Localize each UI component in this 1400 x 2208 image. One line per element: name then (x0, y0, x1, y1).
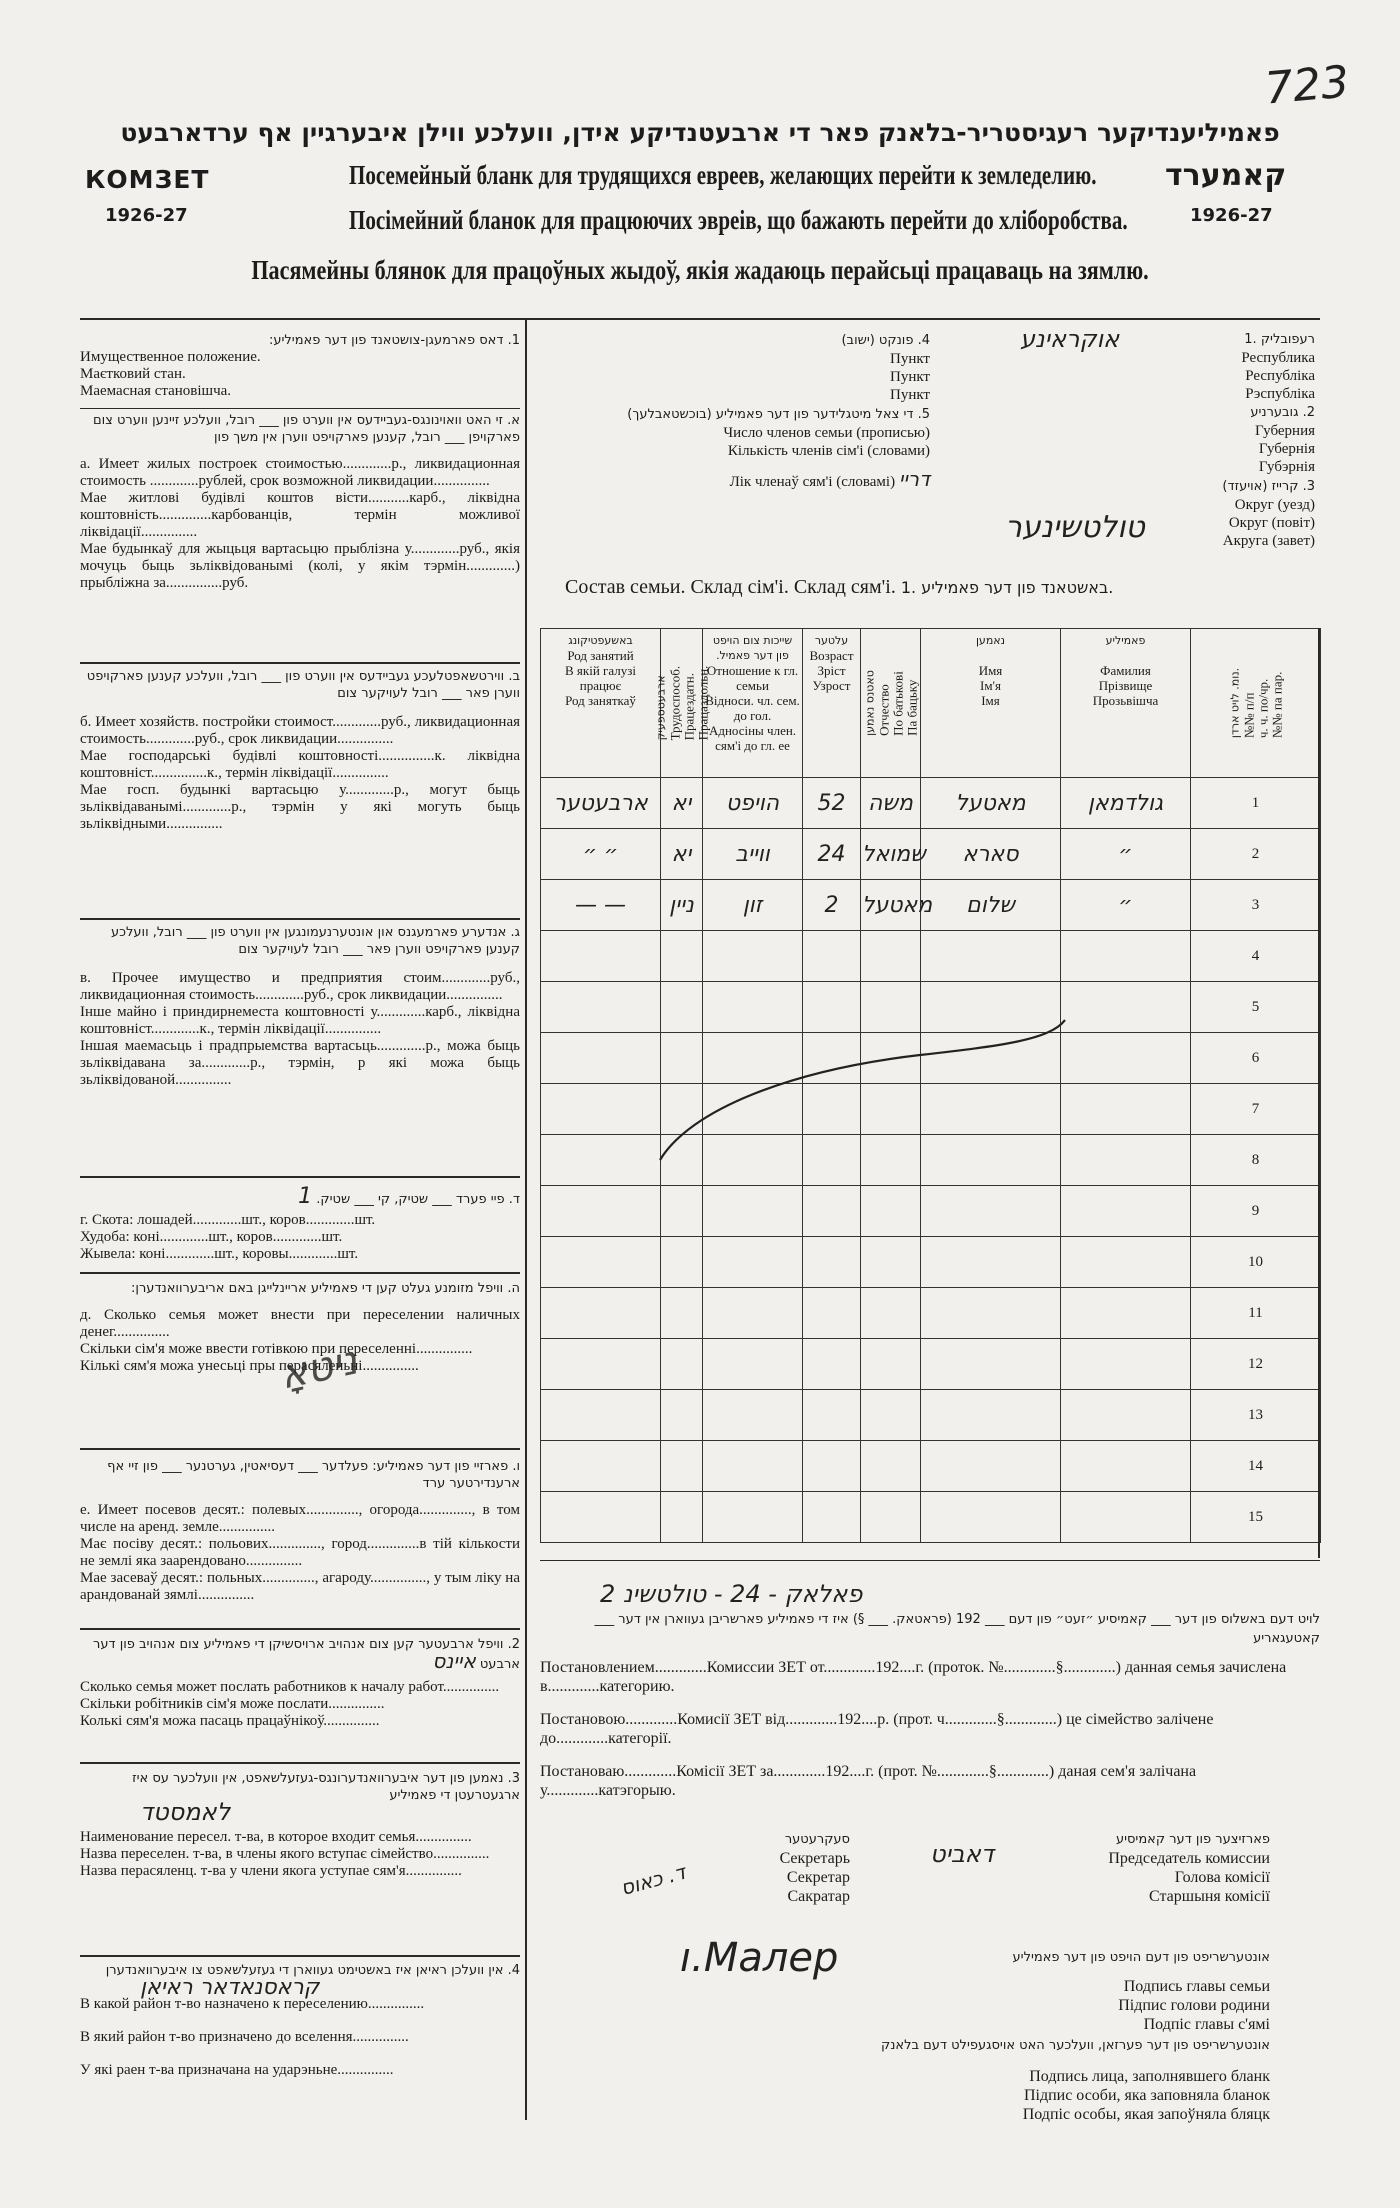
cell-no-value: 1 (1251, 794, 1260, 811)
cell-name (921, 931, 1061, 982)
cell-rel-value: ווייב (735, 841, 770, 867)
cell-pat (861, 829, 926, 880)
cell-occ-value: ארבעטער (553, 790, 648, 816)
decision-handwritten: פאלאק - 24 - טולטשינ 2 (600, 1580, 863, 1608)
sb-belarusian: Мае госп. будынкі вартасьцю у.............р., могут быць зьліквідаванымі.............р., тэрмін у які могуть быць зьліквідными............... (80, 782, 520, 832)
cell-name (921, 829, 1061, 880)
cell-no (1191, 880, 1321, 931)
s1-ukrainian: Маєтковий стан. (80, 366, 186, 382)
cell-name (921, 880, 1061, 931)
cell-no (1191, 1186, 1321, 1237)
cell-no (1191, 1390, 1321, 1441)
se-russian: д. Сколько семья может внести при переселении наличных денег............... (80, 1307, 520, 1340)
cell-age (803, 829, 861, 880)
s4-ukrainian: В який район т-во призначено до вселення............... (80, 2029, 409, 2045)
sc-ukrainian: Інше майно і приндирнеместа коштовності у.............карб., ліквідна коштовніст.............к., термін ліквідації............... (80, 1004, 520, 1037)
cell-no (1191, 1339, 1321, 1390)
republic-russian: Республика (1241, 350, 1315, 366)
s1-yiddish: 1. דאס פארמעגן-צושטאנד פון דער פאמיליע: (268, 333, 520, 348)
sc-russian: в. Прочее имущество и предприятия стоим.............руб., ликвидационная стоимость.............руб., срок ликвидации............... (80, 970, 520, 1003)
table-row (541, 778, 1321, 829)
republic-belarusian: Рэспубліка (1245, 386, 1315, 402)
point-block (600, 332, 930, 404)
cell-able (661, 1390, 703, 1441)
composition-heading (565, 578, 1285, 597)
cell-pat (861, 1390, 921, 1441)
chair-signature: דאביט (930, 1840, 994, 1868)
cell-rel (703, 1186, 803, 1237)
cell-name-value: סארא (962, 841, 1019, 867)
divider (80, 1272, 520, 1274)
count-belarusian-row (545, 467, 930, 491)
col-relation: שייכות צום הויפט פון דער פאמיל. Отношение к гл. семьи Відноси. чл. сем. до гол. Адносіны член. сям'і до гл. ее (703, 629, 803, 778)
secretary-yiddish: סעקרעטער (784, 1832, 850, 1847)
s3-yiddish: 3. נאמען פון דער איבערוואנדערונגס-געזעלשאפט, אין וועלכער עס איז ארגעטרעטן די פאמיליע (132, 1771, 520, 1803)
s4-belarusian: У які раен т-ва призначана на ударэньне............... (80, 2062, 394, 2078)
header-ukrainian: Посімейний бланок для працюючих эвреів, що бажають перейти до хліборобства. (349, 205, 1128, 235)
s2-yiddish: 2. וויפל ארבעטער קען צום אנהויב ארויסשיקן די פאמיליע צום אנהויב פון דער ארבעט (92, 1637, 520, 1672)
count-block (545, 406, 930, 491)
cell-able-value: יא (671, 841, 692, 867)
s2-yiddish-row (80, 1636, 520, 1673)
sa-yiddish: א. זי האט וואוינונגס-געביידעס אין ווערט פון ___ רובל, וועלכע זיינען ווערט צום פארקויפן ___ רובל, קענען פארקויפט ווערן אין משך פון (92, 413, 520, 445)
cell-no-value: 5 (1251, 998, 1260, 1015)
s3-russian: Наименование пересел. т-ва, в которое входит семья............... (80, 1829, 472, 1845)
section-b (80, 668, 520, 833)
right-year: 1926-27 (1190, 205, 1273, 226)
section-e (80, 1280, 520, 1399)
cell-fam-value: ״ (1118, 841, 1133, 867)
cell-no (1191, 1492, 1321, 1543)
composition-ukrainian: Склад сім'і. (690, 576, 789, 598)
cell-fam-value: ״ (1118, 892, 1133, 918)
s1-russian: Имущественное положение. (80, 349, 261, 365)
s2-russian: Сколько семья может послать работников к началу работ............... (80, 1679, 500, 1695)
divider (80, 1762, 520, 1764)
decision-belarusian: Постановаю.............Комісії ЗЕТ за.............192....г. (прот. №.............§.............) даная сем'я залічана у.............катэгорыю. (540, 1763, 1197, 1799)
secretary-russian: Секретарь (779, 1850, 850, 1867)
point-ukrainian: Пункт (889, 369, 930, 385)
cell-no-value: 2 (1251, 845, 1260, 862)
table-row (541, 1237, 1321, 1288)
cell-name (921, 1237, 1061, 1288)
page-number: 723 (1262, 56, 1352, 115)
cell-name (921, 1390, 1061, 1441)
col-name: נאמען Имя Ім'я Імя (921, 629, 1061, 778)
section-property (80, 332, 520, 400)
count-ukrainian: Кількість членів сім'і (словами) (727, 443, 930, 459)
gubernia-russian: Губерния (1255, 423, 1315, 439)
republic-ukrainian: Республіка (1245, 368, 1315, 384)
cell-pat (861, 1339, 921, 1390)
chair-yiddish: פארזיצער פון דער קאמיסיע (1115, 1832, 1270, 1847)
cell-pat (861, 1492, 921, 1543)
header-yiddish: פאמיליענדיקער רעגיסטריר-בלאנק פאר די ארבעטנדיקע אידן, וועלכע ווילן איבערגיין אף ערדארבעט (120, 118, 1280, 147)
secretary-ukrainian: Секретар (786, 1869, 850, 1886)
cell-able (661, 778, 703, 829)
cell-able (661, 1492, 703, 1543)
sf-yiddish: ו. פארזיי פון דער פאמיליע: פעלדער ___ דעסיאטין, גערטנער ___ פון זיי אף ארענדירטער ערד (107, 1459, 520, 1491)
cell-fam (1061, 1135, 1191, 1186)
table-row (541, 1492, 1321, 1543)
cell-pat (861, 931, 921, 982)
cell-able (661, 931, 703, 982)
col-family: פאמיליע Фамилия Прізвище Прозьвішча (1061, 629, 1191, 778)
se-yiddish: ה. וויפל מזומנע געלט קען די פאמיליע אריינלייגן באם אריבערוואנדערן: (131, 1281, 520, 1296)
cell-no (1191, 1237, 1321, 1288)
cell-fam (1061, 1339, 1191, 1390)
secretary-signature: ד. כאוס (618, 1859, 688, 1901)
cell-name-value: מאטעל (955, 790, 1026, 816)
filler-belarusian: Подпіс особы, якая запоўняла бляцк (1022, 2106, 1270, 2123)
cell-no-value: 11 (1248, 1304, 1263, 1321)
cell-no (1191, 1288, 1321, 1339)
cell-able (661, 1441, 703, 1492)
section-c (80, 924, 520, 1089)
divider (80, 1955, 520, 1957)
chair-belarusian: Старшыня комісії (1149, 1888, 1270, 1905)
s3-ukrainian: Назва переселен. т-ва, в члены якого вступає сімейство............... (80, 1846, 490, 1862)
se-handwritten: ניטאָ (275, 1337, 362, 1399)
cell-name (921, 1441, 1061, 1492)
filler-ukrainian: Підпис особи, яка заповняла бланок (1023, 2087, 1270, 2104)
header-belarusian: Пасямейны блянок для працоўных жыдоў, якія жадаюць перайсьці працаваць на зямлю. (251, 255, 1149, 285)
sc-yiddish: ג. אנדערע פארמעגנס און אונטערנעמונגען אין ווערט פון ___ רובל, וועלכע קענען פארקויפט ווערן פאר ___ רובל לעויקער צום (111, 925, 520, 957)
composition-russian: Состав семьи. (565, 576, 686, 598)
republic-block (1020, 325, 1315, 403)
point-belarusian: Пункт (889, 387, 930, 403)
cell-occ (541, 1492, 661, 1543)
cell-age (803, 880, 861, 931)
cell-no-value: 14 (1248, 1457, 1263, 1474)
divider (80, 1628, 520, 1630)
chair-russian: Председатель комиссии (1108, 1850, 1270, 1867)
cell-age (803, 1237, 861, 1288)
s4-russian: В какой район т-во назначено к переселению............... (80, 1996, 425, 2012)
cell-age-value: 24 (817, 841, 846, 867)
sd-belarusian: Жывела: коні.............шт., коровы.............шт. (80, 1246, 359, 1262)
cell-no-value: 10 (1248, 1253, 1263, 1270)
table-right-edge (1318, 628, 1320, 1558)
cell-no-value: 8 (1251, 1151, 1260, 1168)
point-russian: Пункт (889, 351, 930, 367)
table-row (541, 1441, 1321, 1492)
cell-name (921, 1288, 1061, 1339)
section-d (80, 1184, 520, 1263)
cell-fam (1061, 1186, 1191, 1237)
cell-fam-value: גולדמאן (1087, 790, 1164, 816)
sb-yiddish: ב. ווירטשאפטלעכע געביידעס אין ווערט פון ___ רובל, וועלכע קענען פארקויפט ווערן פאר ___ רובל לעויקער צום (86, 669, 520, 701)
cell-rel (703, 880, 803, 931)
divider (540, 1560, 1320, 1561)
cell-rel (703, 1441, 803, 1492)
cell-rel-value: זון (742, 892, 763, 918)
cell-able (661, 1186, 703, 1237)
cell-no (1191, 1135, 1321, 1186)
count-yiddish: 5. די צאל מיטגלידער פון דער פאמיליע (בוכשטאבלעך) (627, 407, 930, 422)
s2-ukrainian: Скільки робітників сім'я може послати............... (80, 1696, 385, 1712)
okrug-handwritten: טולטשינער (1005, 510, 1145, 545)
republic-handwritten: אוקראינע (1020, 325, 1120, 353)
sd-ukrainian: Худоба: коні.............шт., коров.............шт. (80, 1229, 343, 1245)
republic-yiddish: 1. רעפובליק (1244, 332, 1315, 347)
count-belarusian: Лік членаў сям'і (словамі) (729, 474, 896, 490)
cell-fam (1061, 829, 1191, 880)
col-patronymic: טאטנס נאמען Отчество По батькові Па бацьку (861, 629, 921, 778)
cell-able (661, 880, 703, 931)
divider (80, 918, 520, 920)
table-row (541, 829, 1321, 880)
filler-signature-block (760, 2036, 1270, 2124)
cell-rel (703, 1339, 803, 1390)
sa-russian: а. Имеет жилых построек стоимостью.............р., ликвидационная стоимость .............рублей, срок возможной ликвидации............... (80, 456, 520, 489)
table-row (541, 880, 1321, 931)
count-handwritten: דריי (898, 467, 930, 491)
cell-no (1191, 1033, 1321, 1084)
cell-fam (1061, 1033, 1191, 1084)
section-workers (80, 1636, 520, 1730)
cell-name (921, 1492, 1061, 1543)
cell-occ (541, 829, 661, 880)
cell-pat-value: משה (868, 790, 913, 816)
s4-handwritten: קראסנאדאר ראיאן (140, 1975, 320, 2000)
cell-rel (703, 1492, 803, 1543)
section-f (80, 1458, 520, 1604)
cell-no-value: 15 (1248, 1508, 1263, 1525)
divider (80, 408, 520, 409)
cell-rel (703, 829, 803, 880)
cell-pat-value: שמואל (862, 841, 926, 867)
s2-belarusian: Колькі сям'я можа пасаць працаўнікоў............... (80, 1713, 380, 1729)
okrug-yiddish: 3. קרייז (אויעזד) (1222, 479, 1315, 494)
col-age: עלטער Возраст Зріст Узрост (803, 629, 861, 778)
kamerd-label: קאמערד (1165, 158, 1287, 193)
cell-name (921, 1186, 1061, 1237)
cell-pat (861, 1441, 921, 1492)
divider (80, 1176, 520, 1178)
okrug-russian: Округ (уезд) (1234, 497, 1315, 513)
se-belarusian: Кількі сям'я можа унесьці пры перасяленьні............... (80, 1358, 419, 1374)
s4-yiddish: 4. אין וועלכן ראיאן איז באשטימט געווארן די געזעלשאפט צו איבערוואנדערן (105, 1963, 520, 1978)
cell-no-value: 3 (1251, 896, 1260, 913)
sa-ukrainian: Мае житлові будівлі коштов вісти...........карб., ліквідна коштовність..............карбованців, термін можливої ліквідації............... (80, 490, 520, 540)
cell-occ (541, 880, 661, 931)
left-column-divider (525, 320, 527, 2120)
se-ukrainian: Скільки сім'я може ввести готівкою при переселенні............... (80, 1341, 473, 1357)
cell-fam (1061, 778, 1191, 829)
cell-fam (1061, 931, 1191, 982)
cell-occ (541, 1186, 661, 1237)
s3-handwritten: לאמסטד (140, 1798, 231, 1826)
divider (80, 662, 520, 664)
table-row (541, 1186, 1321, 1237)
cell-no (1191, 1084, 1321, 1135)
cell-able-value: ניין (669, 892, 694, 918)
decision-russian: Постановлением.............Комиссии ЗЕТ от.............192....г. (проток. №.............§.............) данная семья зачислена в.............категорию. (540, 1659, 1287, 1695)
republic-yiddish-row (1020, 325, 1315, 353)
cell-rel (703, 1390, 803, 1441)
sb-russian: б. Имеет хозяйств. постройки стоимост.............руб., ликвидационная стоимость.............руб., срок ликвидации............... (80, 714, 520, 747)
cell-occ (541, 931, 661, 982)
filler-yiddish: אונטערשריפט פון דער פערזאן, וועלכער האט אויסגעפילט דעם בלאנק (880, 2038, 1270, 2053)
header-divider (80, 318, 1320, 320)
filler-russian: Подпись лица, заполнявшего бланк (1029, 2068, 1270, 2085)
cell-name (921, 1339, 1061, 1390)
cell-pat (861, 778, 921, 829)
cell-able (661, 1288, 703, 1339)
cell-no-value: 12 (1248, 1355, 1263, 1372)
cell-pat (861, 1237, 921, 1288)
divider (80, 1448, 520, 1450)
cell-name-value: שלום (966, 892, 1015, 918)
cell-fam (1061, 1390, 1191, 1441)
cell-rel (703, 1288, 803, 1339)
okrug-belarusian: Акруга (завет) (1222, 533, 1315, 549)
cell-occ (541, 778, 661, 829)
head-russian: Подпись главы семьи (1123, 1978, 1270, 1995)
cell-rel (703, 778, 803, 829)
cell-able-value: יא (671, 790, 692, 816)
cell-age-value: 2 (824, 892, 839, 918)
point-yiddish: 4. פונקט (ישוב) (841, 333, 930, 348)
cell-occ (541, 1339, 661, 1390)
sd-handwritten: 1 (298, 1184, 313, 1209)
cell-no (1191, 931, 1321, 982)
cell-fam (1061, 1441, 1191, 1492)
s3-belarusian: Назва перасяленц. т-ва у члени якога уступае сям'я............... (80, 1863, 462, 1879)
cell-no-value: 13 (1248, 1406, 1263, 1423)
cell-pat (861, 880, 933, 931)
chair-ukrainian: Голова комісії (1174, 1869, 1270, 1886)
head-signature-block (860, 1948, 1270, 2034)
mark-signature: ı.Малер (680, 1935, 839, 1981)
sd-russian: г. Скота: лошадей.............шт., коров.............шт. (80, 1212, 376, 1228)
cell-rel (703, 1237, 803, 1288)
section-a (80, 412, 520, 592)
cell-able (661, 1237, 703, 1288)
head-ukrainian: Підпис голови родини (1118, 1997, 1270, 2014)
cell-occ (541, 1441, 661, 1492)
col-number: נומ. לויט ארדן. №№ п/п ч. ч. по/чр. №№ па пар. (1191, 629, 1321, 778)
decision-ukrainian: Постановою.............Комисії ЗЕТ від.............192....р. (прот. ч.............§.............) це сімейство залічене до.............категорії. (540, 1711, 1214, 1747)
strike-line (620, 1000, 1080, 1180)
cell-pat (861, 1186, 921, 1237)
okrug-ukrainian: Округ (повіт) (1228, 515, 1315, 531)
cell-occ-value: — — (575, 892, 626, 918)
col-occupation: באשעפטיקונג Род занятий В якій галузі працює Род заняткаў (541, 629, 661, 778)
cell-no-value: 9 (1251, 1202, 1260, 1219)
composition-belarusian: Склад сям'і. (793, 576, 896, 598)
head-belarusian: Подпіс главы с'ямі (1143, 2016, 1270, 2033)
section-society (80, 1770, 520, 1880)
count-russian: Число членов семьи (прописью) (723, 425, 930, 441)
cell-age (803, 778, 861, 829)
cell-no (1191, 829, 1321, 880)
cell-age (803, 931, 861, 982)
cell-fam (1061, 1288, 1191, 1339)
cell-no-value: 6 (1251, 1049, 1260, 1066)
cell-rel (703, 931, 803, 982)
cell-age (803, 1492, 861, 1543)
cell-no-value: 7 (1251, 1100, 1260, 1117)
cell-fam (1061, 982, 1191, 1033)
sd-yiddish: ד. פיי פערד ___ שטיק, קי ___ שטיק. 1 (298, 1184, 520, 1209)
table-row (541, 1390, 1321, 1441)
cell-no (1191, 1441, 1321, 1492)
decision-yiddish: לויט דעם באשלוס פון דער ___ קאמיסיע ״זעט״ פון דעם ___ 192 (פראטאק. ___ §) איז די פאמיליע פארשריבן געווארן אין דער ___ קאטעגאריע (594, 1612, 1320, 1646)
cell-no-value: 4 (1251, 947, 1260, 964)
sf-belarusian: Мае засеваў десят.: польных.............., агароду..............., у тым ліку на арандованай зямлі............... (80, 1570, 520, 1603)
cell-occ-value: ״ ״ (582, 841, 619, 867)
cell-age (803, 1186, 861, 1237)
sb-ukrainian: Мае господарські будівлі коштовності...............к. ліквідна коштовніст...............к., термін ліквідації............... (80, 748, 520, 781)
s1-belarusian: Маемасная становішча. (80, 383, 232, 399)
cell-no (1191, 778, 1321, 829)
secretary-belarusian: Сакратар (787, 1888, 850, 1905)
sc-belarusian: Іншая маемасьць і прадпрыемства вартасьць.............р., можа быць зьліквідавана за.............р., тэрмін, р які можа быць зьліквідованой............... (80, 1038, 520, 1088)
cell-fam (1061, 1237, 1191, 1288)
header-russian: Посемейный бланк для трудящихся евреев, желающих перейти к земледелию. (349, 160, 1097, 190)
gubernia-yiddish: 2. גובערניע (1250, 405, 1315, 420)
cell-age (803, 1441, 861, 1492)
col-able: ארבעטספעיק Трудоспособ. Працездатн. Працаздольн. (661, 629, 703, 778)
cell-age-value: 52 (817, 790, 846, 816)
cell-pat (861, 1288, 921, 1339)
head-yiddish: אונטערשריפט פון דעם הויפט פון דער פאמיליע (1012, 1950, 1270, 1965)
komzet-label: КОМЗЕТ (85, 165, 210, 194)
decision-block (540, 1610, 1320, 1800)
cell-age (803, 1390, 861, 1441)
left-year: 1926-27 (105, 205, 188, 226)
cell-no (1191, 982, 1321, 1033)
cell-fam (1061, 1084, 1191, 1135)
composition-yiddish: 1. באשטאנד פון דער פאמיליע. (900, 578, 1114, 597)
section-region (80, 1962, 520, 2079)
sf-ukrainian: Має посіву десят.: польових.............., город..............в тій кількости не землі яка заарендовано............... (80, 1536, 520, 1569)
gubernia-block (1020, 404, 1315, 476)
cell-rel-value: הויפט (725, 790, 780, 816)
cell-fam (1061, 1492, 1191, 1543)
sf-russian: е. Имеет посевов десят.: полевых.............., огорода.............., в том числе на аренд. земле............... (80, 1502, 520, 1535)
cell-occ (541, 1237, 661, 1288)
cell-occ (541, 1288, 661, 1339)
sa-belarusian: Мае будынкаў для жыцьця вартасьцю прыблізна у.............руб., якія мочуць быць зьліквідованымі (колі, у якім тэрмін.............) прыбліжна за...............руб. (80, 541, 520, 591)
s2-handwritten: איינס (432, 1649, 476, 1673)
cell-age (803, 1339, 861, 1390)
gubernia-belarusian: Губэрнія (1258, 459, 1315, 475)
table-header-row (541, 629, 1321, 778)
cell-pat-value: מאטעל (862, 892, 933, 918)
table-row (541, 1339, 1321, 1390)
chair-block (1000, 1830, 1270, 1906)
cell-occ (541, 1390, 661, 1441)
cell-able (661, 829, 703, 880)
cell-fam (1061, 880, 1191, 931)
cell-name (921, 778, 1061, 829)
cell-able (661, 1339, 703, 1390)
table-row (541, 1288, 1321, 1339)
table-row (541, 931, 1321, 982)
gubernia-ukrainian: Губернія (1258, 441, 1315, 457)
cell-age (803, 1288, 861, 1339)
